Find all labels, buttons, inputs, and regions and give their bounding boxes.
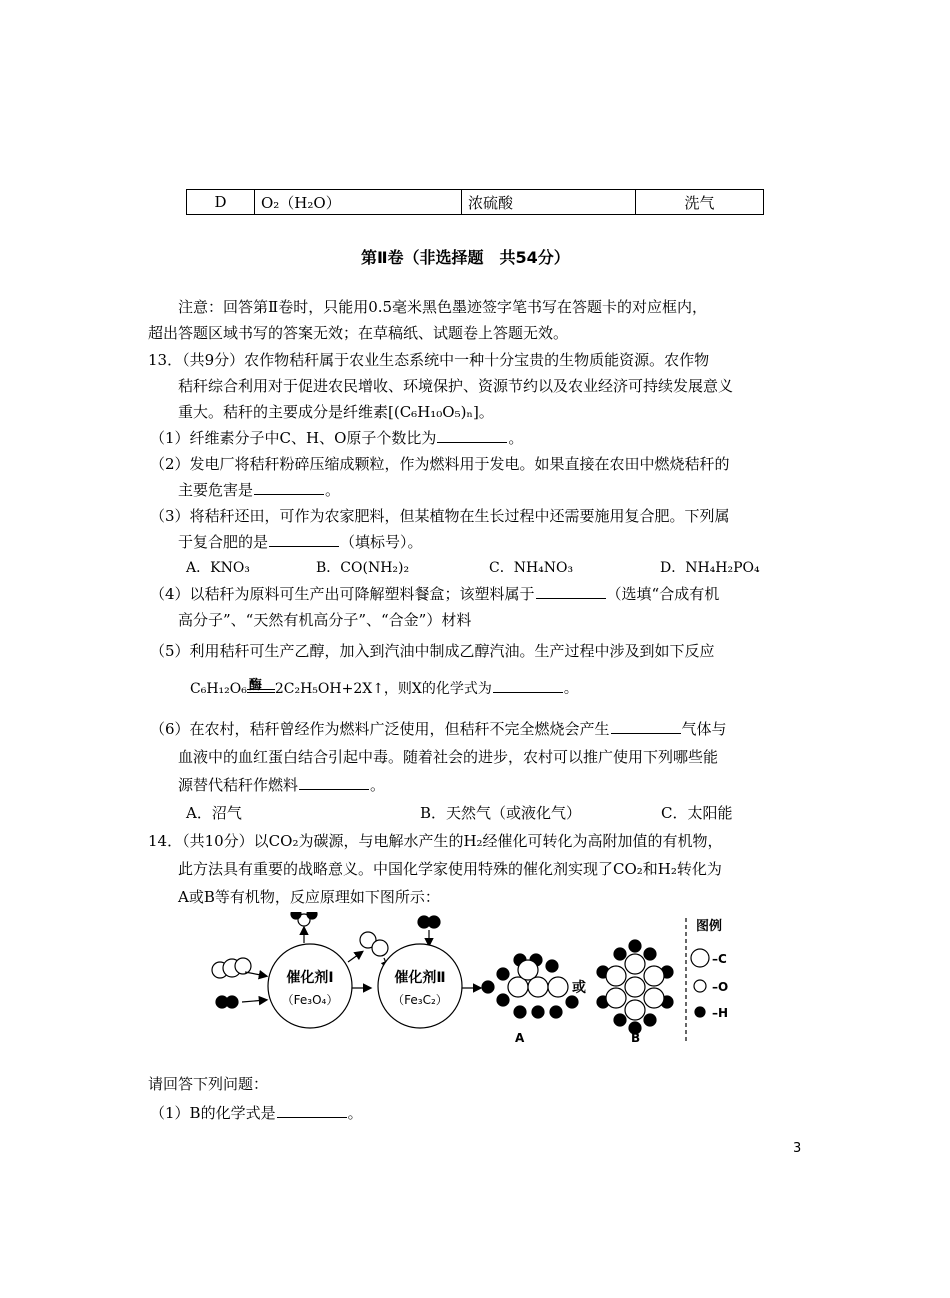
option-d: D．NH₄H₂PO₄ xyxy=(660,560,760,576)
question-text: （4）以秸秆为原料可生产出可降解塑料餐盒；该塑料属于 xyxy=(150,585,535,603)
reaction-equation xyxy=(190,678,578,698)
notice-line: 超出答题区域书写的答案无效；在草稿纸、试题卷上答题无效。 xyxy=(148,324,569,342)
q14-intro: 此方法具有重要的战略意义。中国化学家使用特殊的催化剂实现了CO₂和H₂转化为 xyxy=(178,860,722,878)
legend-h-label: –H xyxy=(712,1006,729,1020)
label-a: A xyxy=(515,1031,525,1045)
option-a: A．沼气 xyxy=(186,804,242,822)
q13-part2: （2）发电厂将秸秆粉碎压缩成颗粒，作为燃料用于发电。如果直接在农田中燃烧秸秆的 xyxy=(150,455,730,473)
reactant: C₆H₁₂O₆ xyxy=(190,681,247,697)
table-cell: 洗气 xyxy=(636,190,764,215)
q13-part3-line2 xyxy=(178,531,423,552)
arrow-icon xyxy=(242,1000,266,1002)
catalyst-2-circle xyxy=(378,944,462,1028)
carbon-legend-icon xyxy=(691,949,709,967)
answer-blank[interactable] xyxy=(277,1103,347,1118)
answer-blank[interactable] xyxy=(611,719,681,734)
q13-part4 xyxy=(150,583,719,604)
period: 。 xyxy=(370,776,386,794)
catalyst-1-circle xyxy=(268,944,352,1028)
q13-intro: 13．（共9分）农作物秸秆属于农业生态系统中一种十分宝贵的生物质能资源。农作物 xyxy=(148,351,710,369)
catalyst-1-label: 催化剂Ⅰ xyxy=(286,970,334,986)
molecule-b-icon xyxy=(597,940,673,1034)
q13-part4-line2: 高分子”、“天然有机高分子”、“合金”）材料 xyxy=(178,611,472,629)
answer-blank[interactable] xyxy=(269,532,339,547)
option-c: C．NH₄NO₃ xyxy=(489,560,574,576)
h2-molecule-icon xyxy=(418,916,440,928)
reaction-diagram xyxy=(200,912,760,1062)
co-molecule-icon xyxy=(360,932,388,956)
q13-part5: （5）利用秸秆可生产乙醇，加入到汽油中制成乙醇汽油。生产过程中涉及到如下反应 xyxy=(150,642,715,660)
catalyst-2-label: 催化剂Ⅱ xyxy=(394,970,446,986)
h2-molecule-icon xyxy=(216,996,238,1008)
q13-part3: （3）将秸秆还田，可作为农家肥料，但某植物在生长过程中还需要施用复合肥。下列属 xyxy=(150,507,730,525)
legend-c-label: –C xyxy=(712,952,727,966)
catalyst-1-formula: （Fe₃O₄） xyxy=(281,993,339,1007)
legend-o-label: –O xyxy=(712,980,729,994)
answer-blank[interactable] xyxy=(299,775,369,790)
answer-blank[interactable] xyxy=(493,678,563,693)
question-text: 主要危害是 xyxy=(178,481,254,499)
water-molecule-icon xyxy=(291,912,317,926)
answer-blank[interactable] xyxy=(536,584,606,599)
reaction-arrow xyxy=(247,678,275,693)
page-number: 3 xyxy=(793,1141,802,1156)
oxygen-legend-icon xyxy=(694,980,706,992)
arrow-icon xyxy=(348,952,362,962)
co2-molecule-icon xyxy=(212,958,251,978)
option-c: C．太阳能 xyxy=(661,804,733,822)
label-b: B xyxy=(631,1031,641,1045)
table-cell: O₂（H₂O） xyxy=(255,190,462,215)
answer-blank[interactable] xyxy=(437,428,507,443)
table-cell: 浓硫酸 xyxy=(462,190,636,215)
period: 。 xyxy=(347,1104,363,1122)
q13-part1 xyxy=(150,427,523,448)
q14-ask: 请回答下列问题： xyxy=(148,1075,269,1093)
hydrogen-legend-icon xyxy=(695,1007,705,1017)
answer-blank[interactable] xyxy=(254,480,324,495)
product-text: 2C₂H₅OH+2X↑，则X的化学式为 xyxy=(274,681,492,697)
q14-intro: 14．（共10分）以CO₂为碳源，与电解水产生的H₂经催化可转化为高附加值的有机物， xyxy=(148,832,723,850)
option-b: B．CO(NH₂)₂ xyxy=(316,560,410,576)
period: 。 xyxy=(563,681,578,697)
option-a: A．KNO₃ xyxy=(186,560,250,576)
question-text: （6）在农村，秸秆曾经作为燃料广泛使用，但秸秆不完全燃烧会产生 xyxy=(150,720,610,738)
question-text: 于复合肥的是 xyxy=(178,533,269,551)
q13-part2-line2 xyxy=(178,479,340,500)
q13-intro: 重大。秸秆的主要成分是纤维素[(C₆H₁₀O₅)ₙ]。 xyxy=(178,403,494,421)
q14-part1 xyxy=(150,1102,363,1123)
or-label: 或 xyxy=(572,980,586,996)
q13-part6-line2: 血液中的血红蛋白结合引起中毒。随着社会的进步，农村可以推广使用下列哪些能 xyxy=(178,748,719,766)
enzyme-label: 酶 xyxy=(248,678,262,693)
reagent-table xyxy=(186,189,764,215)
question-text: （1）B的化学式是 xyxy=(150,1104,276,1122)
notice-line: 注意：回答第Ⅱ卷时，只能用0.5毫米黑色墨迹签字笔书写在答题卡的对应框内， xyxy=(178,298,708,316)
question-text: （选填“合成有机 xyxy=(606,585,720,603)
question-text: （1）纤维素分子中C、H、O原子个数比为 xyxy=(150,429,437,447)
legend-title: 图例 xyxy=(696,919,723,934)
table-row xyxy=(187,190,764,215)
arrow-icon xyxy=(245,972,266,976)
q14-intro: A或B等有机物，反应原理如下图所示： xyxy=(178,888,440,906)
option-b: B．天然气（或液化气） xyxy=(420,804,582,822)
q13-part6-line3 xyxy=(178,774,385,795)
q13-intro: 秸秆综合利用对于促进农民增收、环境保护、资源节约以及农业经济可持续发展意义 xyxy=(178,377,734,395)
period: 。 xyxy=(325,481,341,499)
question-text: 气体与 xyxy=(681,720,727,738)
section-title: 第Ⅱ卷（非选择题 共54分） xyxy=(361,248,570,267)
table-cell: D xyxy=(187,190,255,215)
catalyst-2-formula: （Fe₃C₂） xyxy=(392,993,448,1007)
period: 。 xyxy=(508,429,524,447)
molecule-a-icon xyxy=(482,954,578,1018)
q13-part6 xyxy=(150,718,727,739)
question-text: 源替代秸秆作燃料 xyxy=(178,776,299,794)
question-text: （填标号）。 xyxy=(340,533,423,551)
